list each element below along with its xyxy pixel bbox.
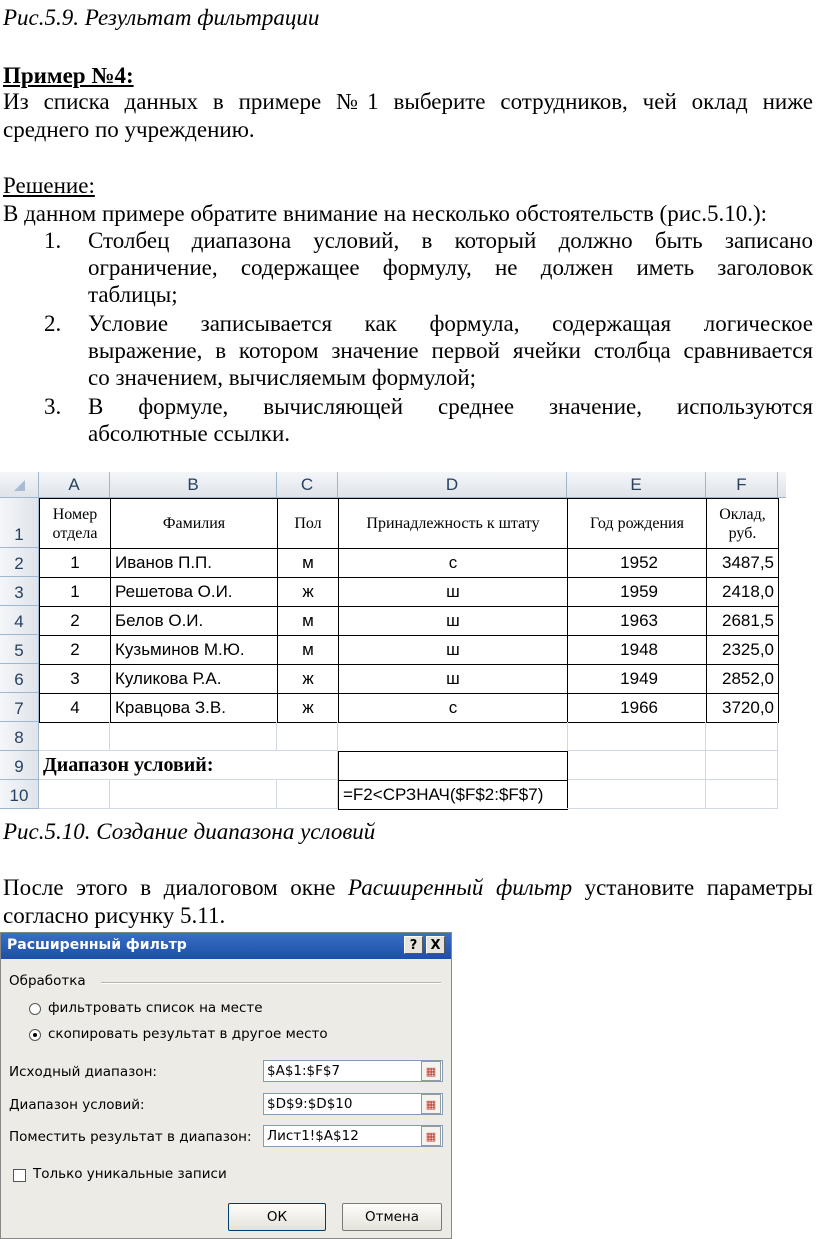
cell-c9[interactable] xyxy=(277,751,338,780)
group-divider xyxy=(101,982,441,984)
source-range-picker-icon[interactable]: ▦ xyxy=(421,1061,441,1081)
cell-e7[interactable]: 1966 xyxy=(567,693,707,723)
list-item-1-line-1: Столбец диапазона условий, в который должно быть записано xyxy=(88,228,813,253)
cell-a5[interactable]: 2 xyxy=(39,635,111,665)
cell-f4[interactable]: 2681,5 xyxy=(706,606,779,636)
row-header-4[interactable]: 4 xyxy=(0,606,39,635)
list-item-2-line-1: Условие записывается как формула, содержащая логическое xyxy=(88,311,813,336)
radio-filter-in-place[interactable] xyxy=(29,1003,41,1015)
source-range-label: Исходный диапазон: xyxy=(9,1064,157,1080)
cell-a6[interactable]: 3 xyxy=(39,664,111,694)
cell-b1[interactable]: Фамилия xyxy=(110,498,278,549)
row-header-3[interactable]: 3 xyxy=(0,577,39,606)
cell-d3[interactable]: ш xyxy=(338,577,568,607)
cancel-button[interactable]: Отмена xyxy=(342,1203,442,1231)
cell-e10[interactable] xyxy=(567,780,706,809)
cell-b6[interactable]: Куликова Р.А. xyxy=(110,664,278,694)
list-item-3-line-2: абсолютные ссылки. xyxy=(88,421,291,446)
row-header-7[interactable]: 7 xyxy=(0,693,39,722)
cell-c6[interactable]: ж xyxy=(277,664,339,694)
cell-c7[interactable]: ж xyxy=(277,693,339,723)
spreadsheet-figure xyxy=(0,472,786,810)
column-header-a[interactable]: A xyxy=(39,472,110,498)
cell-b10[interactable] xyxy=(110,780,277,809)
cell-d6[interactable]: ш xyxy=(338,664,568,694)
source-range-input[interactable]: $A$1:$F$7 xyxy=(263,1060,443,1082)
cell-c5[interactable]: м xyxy=(277,635,339,665)
list-number-2: 2. xyxy=(44,311,62,336)
cell-d8[interactable] xyxy=(338,722,568,752)
cell-c4[interactable]: м xyxy=(277,606,339,636)
row-header-10[interactable]: 10 xyxy=(0,780,39,809)
cell-a2[interactable]: 1 xyxy=(39,548,111,578)
cell-c1[interactable]: Пол xyxy=(277,498,339,549)
row-header-2[interactable]: 2 xyxy=(0,548,39,577)
list-number-3: 3. xyxy=(44,394,62,419)
cell-f5[interactable]: 2325,0 xyxy=(706,635,779,665)
cell-a4[interactable]: 2 xyxy=(39,606,111,636)
criteria-range-input[interactable]: $D$9:$D$10 xyxy=(263,1093,443,1115)
select-all-corner[interactable] xyxy=(0,472,39,498)
cell-c8[interactable] xyxy=(277,722,338,751)
column-header-overflow xyxy=(778,472,786,498)
list-item-3-line-1: В формуле, вычисляющей среднее значение, используются xyxy=(88,394,813,419)
cell-d9[interactable] xyxy=(338,751,568,781)
list-item-2-line-3: со значением, вычисляемым формулой; xyxy=(88,365,477,390)
dialog-title: Расширенный фильтр xyxy=(7,937,187,953)
destination-range-picker-icon[interactable]: ▦ xyxy=(421,1126,441,1146)
cell-b2[interactable]: Иванов П.П. xyxy=(110,548,278,578)
cell-f3[interactable]: 2418,0 xyxy=(706,577,779,607)
row-header-6[interactable]: 6 xyxy=(0,664,39,693)
list-number-1: 1. xyxy=(44,228,62,253)
help-button[interactable]: ? xyxy=(404,936,423,954)
cell-d1[interactable]: Принадлежность к штату xyxy=(338,498,568,549)
cell-a10[interactable] xyxy=(39,780,110,809)
cell-f9[interactable] xyxy=(706,751,778,780)
cell-f1[interactable]: Оклад, руб. xyxy=(706,498,779,549)
cell-b7[interactable]: Кравцова З.В. xyxy=(110,693,278,723)
after-text-line-1 xyxy=(3,874,813,902)
advanced-filter-dialog xyxy=(0,932,452,1239)
cell-c2[interactable]: м xyxy=(277,548,339,578)
task-text-line-1: Из списка данных в примере №1 выберите сотрудников, чей оклад ниже xyxy=(3,89,813,114)
list-item-1-line-2: ограничение, содержащее формулу, не должен иметь заголовок xyxy=(88,255,813,280)
column-header-c[interactable]: C xyxy=(277,472,338,498)
figure-5-9-caption: Рис.5.9. Результат фильтрации xyxy=(3,5,320,30)
row-header-8[interactable]: 8 xyxy=(0,722,39,751)
task-text-line-2: среднего по учреждению. xyxy=(3,117,255,142)
radio-filter-in-place-label[interactable]: фильтровать список на месте xyxy=(48,1000,263,1016)
cell-e2[interactable]: 1952 xyxy=(567,548,707,578)
cell-f6[interactable]: 2852,0 xyxy=(706,664,779,694)
criteria-range-label: Диапазон условий: xyxy=(9,1097,145,1113)
row-header-9[interactable]: 9 xyxy=(0,751,39,780)
cell-f8[interactable] xyxy=(706,722,778,751)
after-text-line-2: согласно рисунку 5.11. xyxy=(3,903,226,928)
cell-a7[interactable]: 4 xyxy=(39,693,111,723)
ok-button[interactable]: ОК xyxy=(228,1203,326,1231)
unique-records-label[interactable]: Только уникальные записи xyxy=(33,1166,227,1182)
column-header-e[interactable]: E xyxy=(567,472,706,498)
cell-e9[interactable] xyxy=(567,751,706,780)
destination-range-input[interactable]: Лист1!$A$12 xyxy=(263,1125,443,1147)
cell-e3[interactable]: 1959 xyxy=(567,577,707,607)
cell-a8[interactable] xyxy=(39,722,110,751)
after-text-emphasis: Расширенный фильтр xyxy=(348,875,573,900)
cell-c10[interactable] xyxy=(277,780,338,809)
cell-f2[interactable]: 3487,5 xyxy=(706,548,779,578)
after-text-end: установите параметры xyxy=(572,875,813,900)
example-title: Пример №4: xyxy=(3,63,134,88)
solution-label: Решение: xyxy=(3,173,95,198)
after-text-start: После этого в диалоговом окне xyxy=(3,875,349,900)
cell-c3[interactable]: ж xyxy=(277,577,339,607)
column-header-f[interactable]: F xyxy=(706,472,778,498)
destination-range-label: Поместить результат в диапазон: xyxy=(9,1129,252,1145)
cell-e1[interactable]: Год рождения xyxy=(567,498,707,549)
cell-e6[interactable]: 1949 xyxy=(567,664,707,694)
cell-e4[interactable]: 1963 xyxy=(567,606,707,636)
cell-d10-formula[interactable]: =F2<СРЗНАЧ($F$2:$F$7) xyxy=(338,780,568,810)
solution-intro: В данном примере обратите внимание на несколько обстоятельств (рис.5.10.): xyxy=(3,201,768,226)
cell-b4[interactable]: Белов О.И. xyxy=(110,606,278,636)
cell-b3[interactable]: Решетова О.И. xyxy=(110,577,278,607)
processing-group-label: Обработка xyxy=(9,973,86,989)
cell-d4[interactable]: ш xyxy=(338,606,568,636)
cell-f10[interactable] xyxy=(706,780,778,809)
cell-d2[interactable]: с xyxy=(338,548,568,578)
cell-b5[interactable]: Кузьминов М.Ю. xyxy=(110,635,278,665)
dialog-titlebar[interactable] xyxy=(1,933,451,959)
row-header-5[interactable]: 5 xyxy=(0,635,39,664)
cell-e5[interactable]: 1948 xyxy=(567,635,707,665)
cell-a3[interactable]: 1 xyxy=(39,577,111,607)
unique-records-checkbox[interactable] xyxy=(13,1169,26,1182)
cell-a1[interactable]: Номер отдела xyxy=(39,498,111,549)
cell-d7[interactable]: с xyxy=(338,693,568,723)
column-header-b[interactable]: B xyxy=(110,472,277,498)
cell-f7[interactable]: 3720,0 xyxy=(706,693,779,723)
criteria-range-picker-icon[interactable]: ▦ xyxy=(421,1094,441,1114)
close-button[interactable]: X xyxy=(426,936,445,954)
cell-d5[interactable]: ш xyxy=(338,635,568,665)
list-item-1-line-3: таблицы; xyxy=(88,282,178,307)
list-item-2-line-2: выражение, в котором значение первой ячейки столбца сравнивается xyxy=(88,338,813,363)
cell-a9-criteria-label[interactable]: Диапазон условий: xyxy=(39,751,277,780)
radio-copy-to-location-label[interactable]: скопировать результат в другое место xyxy=(48,1026,328,1042)
column-header-d[interactable]: D xyxy=(338,472,567,498)
cell-b8[interactable] xyxy=(110,722,277,751)
figure-5-10-caption: Рис.5.10. Создание диапазона условий xyxy=(3,819,376,844)
radio-copy-to-location[interactable] xyxy=(29,1029,41,1041)
row-header-1[interactable]: 1 xyxy=(0,498,39,548)
cell-e8[interactable] xyxy=(567,722,706,751)
